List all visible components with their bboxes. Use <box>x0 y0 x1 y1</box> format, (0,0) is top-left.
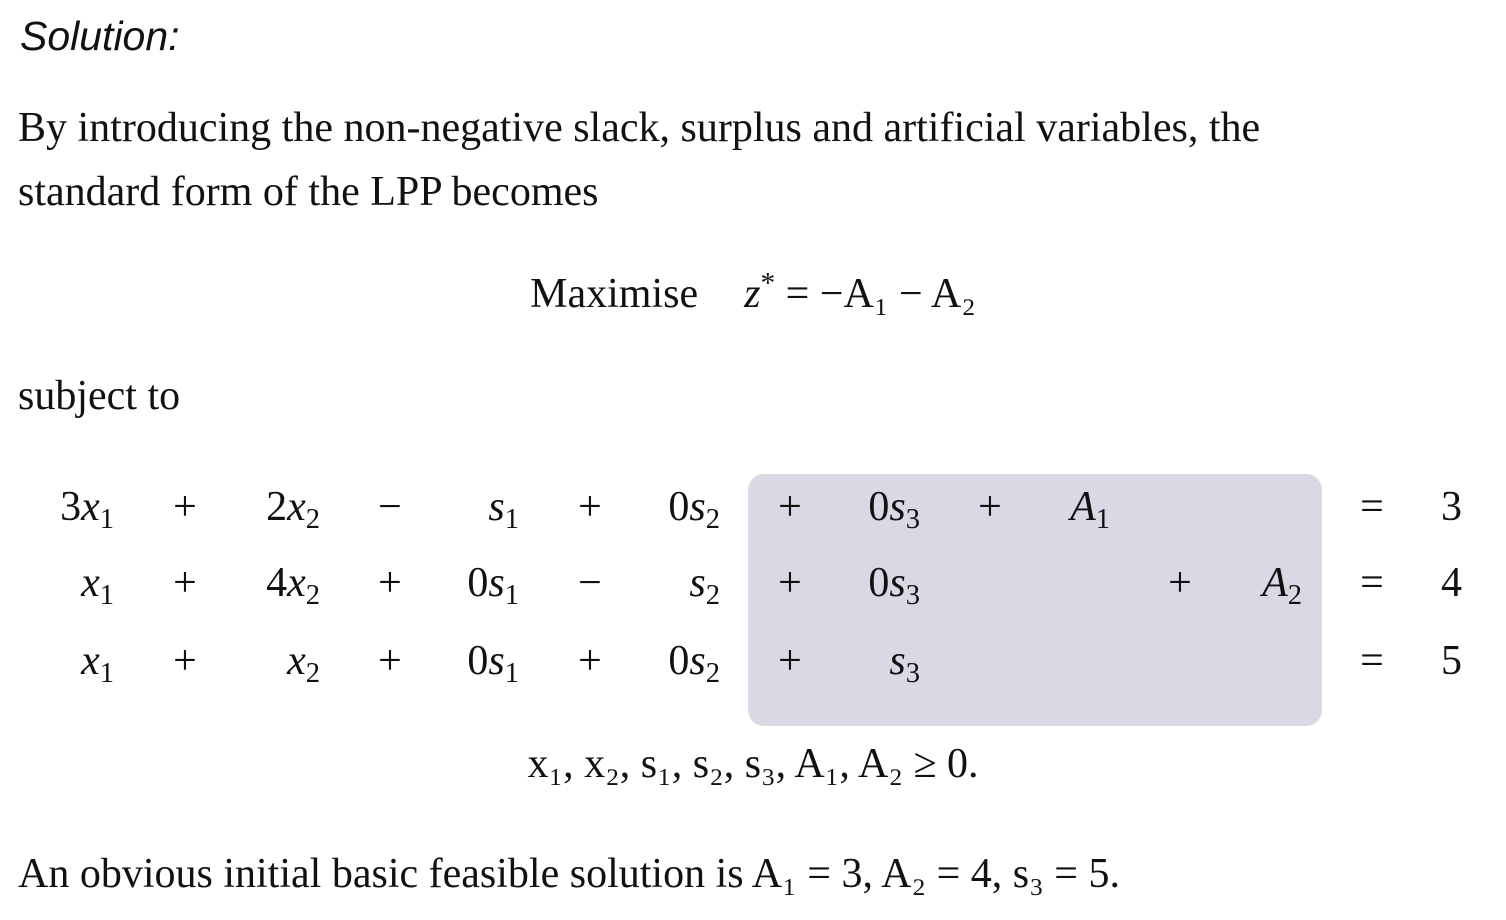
term-coefficient: 0 <box>668 638 690 684</box>
term-subscript: 2 <box>1287 579 1302 611</box>
term-variable: x <box>287 638 306 684</box>
constraint-operator: + <box>173 484 197 530</box>
constraint-operator: + <box>1168 560 1192 606</box>
term-coefficient: 0 <box>467 560 489 606</box>
term-subscript: 1 <box>99 657 114 689</box>
constraint-term <box>790 482 920 535</box>
constraint-term <box>980 482 1110 535</box>
term-subscript: 2 <box>305 579 320 611</box>
constraint-term <box>0 482 114 535</box>
term-coefficient: 2 <box>266 484 288 530</box>
term-variable: s <box>689 484 706 530</box>
constraint-rhs: 3 <box>1441 484 1462 530</box>
term-subscript: 2 <box>705 657 720 689</box>
intro-line-2: standard form of the LPP becomes <box>18 169 599 215</box>
term-variable: x <box>81 560 100 606</box>
constraint-term <box>590 482 720 535</box>
term-subscript: 2 <box>305 657 320 689</box>
constraint-operator: + <box>578 484 602 530</box>
intro-line-1: By introducing the non-negative slack, surplus and artificial variables, the <box>18 105 1261 151</box>
conclusion-sentence <box>18 848 1120 900</box>
solution-heading: Solution: <box>20 13 180 59</box>
constraint-rhs: 5 <box>1441 638 1462 684</box>
constraint-operator: + <box>578 638 602 684</box>
term-subscript: 3 <box>905 579 920 611</box>
term-variable: x <box>81 484 100 530</box>
term-subscript: 1 <box>1095 503 1110 535</box>
constraint-operator: + <box>778 638 802 684</box>
term-variable: s <box>488 560 505 606</box>
term-variable: A <box>1262 560 1288 606</box>
constraint-term <box>389 558 519 611</box>
constraint-operator: + <box>173 560 197 606</box>
term-subscript: 1 <box>99 579 114 611</box>
objective-star: * <box>760 267 776 300</box>
term-subscript: 2 <box>705 579 720 611</box>
term-variable: s <box>488 484 505 530</box>
term-variable: s <box>889 638 906 684</box>
term-coefficient: 0 <box>467 638 489 684</box>
objective-rhs: = −A₁ − A₂ <box>785 271 976 317</box>
term-coefficient: 0 <box>868 560 890 606</box>
constraint-term <box>190 558 320 611</box>
constraint-operator: + <box>978 484 1002 530</box>
constraint-term <box>0 636 114 689</box>
constraint-term <box>0 558 114 611</box>
subject-to-label: subject to <box>18 373 181 419</box>
constraint-operator: + <box>378 638 402 684</box>
constraint-term <box>389 482 519 535</box>
objective-keyword: Maximise <box>530 271 699 317</box>
constraint-equals: = <box>1360 638 1384 684</box>
constraint-operator: + <box>778 484 802 530</box>
term-variable: s <box>889 560 906 606</box>
conclusion-text: An obvious initial basic feasible solution is <box>18 851 744 897</box>
term-subscript: 2 <box>305 503 320 535</box>
constraint-term <box>1172 558 1302 611</box>
term-variable: x <box>287 560 306 606</box>
objective-variable: z <box>744 271 761 317</box>
constraint-equals: = <box>1360 560 1384 606</box>
term-variable: s <box>689 638 706 684</box>
term-subscript: 2 <box>705 503 720 535</box>
term-subscript: 1 <box>504 657 519 689</box>
constraint-operator: + <box>778 560 802 606</box>
constraint-operator: + <box>173 638 197 684</box>
constraint-rhs: 4 <box>1441 560 1462 606</box>
term-variable: A <box>1070 484 1096 530</box>
term-variable: x <box>287 484 306 530</box>
constraint-operator: + <box>378 560 402 606</box>
nonnegativity-condition: x₁, x₂, s₁, s₂, s₃, A₁, A₂ ≥ 0. <box>527 741 979 787</box>
term-coefficient: 4 <box>266 560 288 606</box>
term-coefficient: 0 <box>868 484 890 530</box>
term-subscript: 3 <box>905 503 920 535</box>
term-variable: s <box>488 638 505 684</box>
constraint-term <box>190 636 320 689</box>
constraint-equals: = <box>1360 484 1384 530</box>
constraint-term <box>190 482 320 535</box>
term-coefficient: 3 <box>60 484 82 530</box>
term-variable: s <box>889 484 906 530</box>
term-variable: s <box>689 560 706 606</box>
term-subscript: 1 <box>504 579 519 611</box>
term-subscript: 1 <box>504 503 519 535</box>
constraint-operator: − <box>578 560 602 606</box>
term-subscript: 1 <box>99 503 114 535</box>
objective-function <box>0 268 1506 320</box>
term-coefficient: 0 <box>668 484 690 530</box>
term-variable: x <box>81 638 100 684</box>
constraint-term <box>389 636 519 689</box>
constraint-term <box>790 636 920 689</box>
constraint-operator: − <box>378 484 402 530</box>
conclusion-values: A₁ = 3, A₂ = 4, s₃ = 5. <box>751 851 1120 897</box>
constraint-term <box>590 636 720 689</box>
term-subscript: 3 <box>905 657 920 689</box>
constraint-term <box>790 558 920 611</box>
constraint-term <box>590 558 720 611</box>
